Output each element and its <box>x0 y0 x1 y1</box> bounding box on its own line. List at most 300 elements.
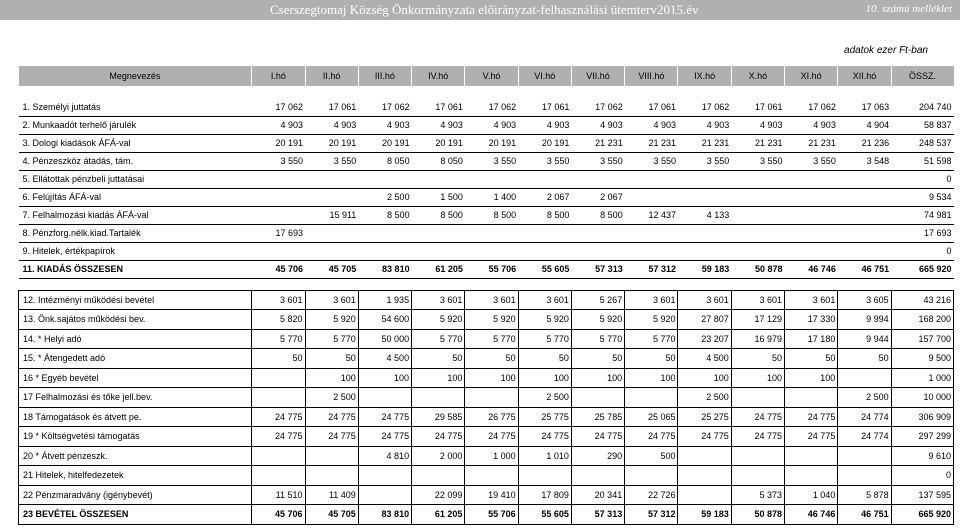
cell-value: 24 775 <box>678 427 731 447</box>
table-row <box>19 485 954 505</box>
cell-value: 50 <box>785 349 838 369</box>
cell-value: 3 605 <box>838 290 891 310</box>
cell-value: 4 903 <box>252 116 305 134</box>
cell-value: 1 935 <box>358 290 411 310</box>
cell-value: 500 <box>625 446 678 466</box>
column-header: I.hó <box>252 66 305 86</box>
row-label: 16 * Egyéb bevétel <box>19 368 252 388</box>
cell-value <box>838 368 891 388</box>
cell-value: 27 807 <box>678 310 731 330</box>
cell-value: 5 820 <box>252 310 305 330</box>
cell-value: 17 061 <box>518 98 571 116</box>
column-header: ÖSSZ. <box>891 66 953 86</box>
cell-value: 2 067 <box>571 188 624 206</box>
cell-value: 5 920 <box>518 310 571 330</box>
table-row <box>19 329 954 349</box>
cell-value: 24 775 <box>785 427 838 447</box>
cell-value: 21 231 <box>678 134 731 152</box>
cell-value <box>678 170 731 188</box>
document-title-bar <box>0 0 960 20</box>
cell-value: 17 062 <box>465 98 518 116</box>
cell-value: 26 775 <box>465 407 518 427</box>
cell-value: 5 373 <box>731 485 784 505</box>
cell-value <box>731 170 784 188</box>
cell-value: 25 065 <box>625 407 678 427</box>
cell-value: 100 <box>358 368 411 388</box>
cell-value: 45 705 <box>305 505 358 525</box>
cell-value: 24 775 <box>252 407 305 427</box>
table-row <box>19 98 954 116</box>
row-label: 3. Dologi kiadások ÁFÁ-val <box>19 134 252 152</box>
cell-value <box>678 485 731 505</box>
cell-value: 21 236 <box>838 134 891 152</box>
cell-value: 21 231 <box>785 134 838 152</box>
cell-value <box>571 170 624 188</box>
cell-value: 168 200 <box>891 310 953 330</box>
cell-value: 5 770 <box>518 329 571 349</box>
cell-value: 50 <box>838 349 891 369</box>
cell-value: 9 534 <box>891 188 953 206</box>
cell-value <box>625 188 678 206</box>
cell-value: 3 548 <box>838 152 891 170</box>
table-row <box>19 505 954 525</box>
annex-label: 10. számú melléklet <box>865 3 952 15</box>
cell-value <box>678 242 731 260</box>
cell-value: 8 500 <box>465 206 518 224</box>
cell-value: 24 775 <box>518 427 571 447</box>
cell-value: 17 061 <box>731 98 784 116</box>
cell-value: 100 <box>625 368 678 388</box>
cell-value: 5 770 <box>465 329 518 349</box>
cell-value: 59 183 <box>678 505 731 525</box>
cell-value: 8 050 <box>358 152 411 170</box>
cell-value <box>785 224 838 242</box>
cell-value: 50 <box>412 349 465 369</box>
cell-value: 5 770 <box>625 329 678 349</box>
cell-value: 45 706 <box>252 505 305 525</box>
cell-value: 51 598 <box>891 152 953 170</box>
cell-value: 5 770 <box>252 329 305 349</box>
cell-value: 2 000 <box>412 446 465 466</box>
cell-value: 4 903 <box>305 116 358 134</box>
cell-value: 4 903 <box>571 116 624 134</box>
cell-value: 1 000 <box>891 368 953 388</box>
cell-value <box>731 224 784 242</box>
cell-value: 3 601 <box>465 290 518 310</box>
cell-value <box>412 388 465 408</box>
table-row <box>19 134 954 152</box>
row-label: 17 Felhalmozási és tőke jell.bev. <box>19 388 252 408</box>
cell-value: 23 207 <box>678 329 731 349</box>
cell-value <box>252 388 305 408</box>
cell-value: 17 061 <box>625 98 678 116</box>
cell-value <box>571 224 624 242</box>
cell-value: 3 601 <box>731 290 784 310</box>
cell-value: 50 878 <box>731 505 784 525</box>
cell-value: 3 601 <box>518 290 571 310</box>
cell-value: 24 775 <box>785 407 838 427</box>
cell-value: 83 810 <box>358 505 411 525</box>
cell-value: 24 775 <box>731 427 784 447</box>
cell-value: 24 775 <box>412 427 465 447</box>
cell-value <box>305 446 358 466</box>
cell-value: 2 500 <box>838 388 891 408</box>
cell-value: 9 610 <box>891 446 953 466</box>
cell-value: 4 903 <box>465 116 518 134</box>
cell-value: 4 903 <box>358 116 411 134</box>
cell-value: 3 550 <box>465 152 518 170</box>
cell-value <box>731 242 784 260</box>
table-row <box>19 170 954 188</box>
cell-value: 46 746 <box>785 505 838 525</box>
cell-value <box>571 466 624 486</box>
cell-value: 5 770 <box>412 329 465 349</box>
cell-value: 248 537 <box>891 134 953 152</box>
cell-value: 2 067 <box>518 188 571 206</box>
cell-value: 100 <box>305 368 358 388</box>
cell-value <box>678 466 731 486</box>
cell-value <box>785 206 838 224</box>
cell-value <box>358 224 411 242</box>
cell-value <box>305 466 358 486</box>
cell-value <box>731 188 784 206</box>
cell-value: 1 500 <box>412 188 465 206</box>
cell-value: 50 <box>518 349 571 369</box>
cell-value: 1 010 <box>518 446 571 466</box>
cell-value <box>518 242 571 260</box>
cell-value: 5 920 <box>305 310 358 330</box>
cell-value: 3 550 <box>571 152 624 170</box>
cell-value: 3 601 <box>305 290 358 310</box>
cell-value: 25 275 <box>678 407 731 427</box>
cell-value: 55 706 <box>465 505 518 525</box>
table-row <box>19 388 954 408</box>
table-row <box>19 188 954 206</box>
cell-value: 24 775 <box>358 407 411 427</box>
cell-value: 5 878 <box>838 485 891 505</box>
cell-value: 59 183 <box>678 260 731 278</box>
cell-value: 2 500 <box>678 388 731 408</box>
cell-value: 4 903 <box>678 116 731 134</box>
cell-value <box>678 188 731 206</box>
header-row <box>19 66 954 86</box>
cell-value: 290 <box>571 446 624 466</box>
cell-value <box>305 224 358 242</box>
unit-block <box>826 36 946 56</box>
row-label: 22 Pénzmaradvány (igénybevét) <box>19 485 252 505</box>
cell-value <box>358 466 411 486</box>
cell-value: 74 981 <box>891 206 953 224</box>
cell-value <box>252 368 305 388</box>
cell-value: 4 903 <box>731 116 784 134</box>
row-label: 8. Pénzforg.nélk.kiad.Tartalék <box>19 224 252 242</box>
column-header: III.hó <box>358 66 411 86</box>
row-label: 6. Felújítás ÁFÁ-val <box>19 188 252 206</box>
table-row <box>19 224 954 242</box>
cell-value: 100 <box>678 368 731 388</box>
cell-value: 55 605 <box>518 505 571 525</box>
cell-value: 9 994 <box>838 310 891 330</box>
table-row <box>19 206 954 224</box>
cell-value <box>785 188 838 206</box>
cell-value: 4 903 <box>518 116 571 134</box>
cell-value <box>465 170 518 188</box>
column-header: IV.hó <box>412 66 465 86</box>
cell-value: 17 061 <box>305 98 358 116</box>
cell-value: 58 837 <box>891 116 953 134</box>
cell-value <box>571 388 624 408</box>
cell-value: 8 500 <box>412 206 465 224</box>
row-label: 20 * Átvett pénzeszk. <box>19 446 252 466</box>
cell-value: 21 231 <box>731 134 784 152</box>
faint-note: .... .. <box>879 36 893 43</box>
cell-value: 20 191 <box>252 134 305 152</box>
cell-value: 24 775 <box>731 407 784 427</box>
column-header: XI.hó <box>785 66 838 86</box>
cell-value: 3 550 <box>678 152 731 170</box>
cell-value: 17 693 <box>891 224 953 242</box>
cell-value: 4 903 <box>785 116 838 134</box>
cell-value <box>358 170 411 188</box>
row-label: 15. * Átengedett adó <box>19 349 252 369</box>
cell-value: 157 700 <box>891 329 953 349</box>
cell-value <box>838 466 891 486</box>
cell-value: 61 205 <box>412 505 465 525</box>
column-header: X.hó <box>731 66 784 86</box>
cell-value: 3 550 <box>252 152 305 170</box>
cell-value: 17 062 <box>358 98 411 116</box>
cell-value: 50 <box>731 349 784 369</box>
cell-value: 5 920 <box>412 310 465 330</box>
cell-value: 20 191 <box>465 134 518 152</box>
row-label: 5. Ellátottak pénzbeli juttatásai <box>19 170 252 188</box>
cell-value: 83 810 <box>358 260 411 278</box>
column-header: V.hó <box>465 66 518 86</box>
table-row <box>19 349 954 369</box>
cell-value <box>838 446 891 466</box>
cell-value <box>785 170 838 188</box>
cell-value <box>625 170 678 188</box>
table-row <box>19 368 954 388</box>
cell-value: 21 231 <box>625 134 678 152</box>
cell-value: 3 601 <box>785 290 838 310</box>
cell-value: 4 904 <box>838 116 891 134</box>
column-header: VII.hó <box>571 66 624 86</box>
cell-value: 45 706 <box>252 260 305 278</box>
cell-value: 5 920 <box>571 310 624 330</box>
cell-value: 5 920 <box>625 310 678 330</box>
cell-value: 25 775 <box>518 407 571 427</box>
cell-value: 24 775 <box>305 427 358 447</box>
cell-value: 20 191 <box>412 134 465 152</box>
cell-value: 3 601 <box>412 290 465 310</box>
cell-value: 21 231 <box>571 134 624 152</box>
cell-value: 8 500 <box>358 206 411 224</box>
cell-value: 4 903 <box>625 116 678 134</box>
cell-value <box>625 466 678 486</box>
cell-value: 4 500 <box>678 349 731 369</box>
cell-value: 20 191 <box>358 134 411 152</box>
cell-value: 20 341 <box>571 485 624 505</box>
cell-value <box>412 466 465 486</box>
cell-value: 665 920 <box>891 260 953 278</box>
column-header: II.hó <box>305 66 358 86</box>
cell-value: 17 061 <box>412 98 465 116</box>
cell-value: 2 500 <box>518 388 571 408</box>
row-label: 18 Támogatások és átvett pe. <box>19 407 252 427</box>
cell-value <box>838 224 891 242</box>
cell-value: 5 770 <box>571 329 624 349</box>
cell-value: 12 437 <box>625 206 678 224</box>
cell-value: 24 775 <box>571 427 624 447</box>
cell-value <box>358 485 411 505</box>
cell-value: 1 400 <box>465 188 518 206</box>
cell-value: 10 000 <box>891 388 953 408</box>
table-row <box>19 446 954 466</box>
table-row <box>19 466 954 486</box>
cell-value: 100 <box>518 368 571 388</box>
table-row <box>19 407 954 427</box>
cell-value <box>518 224 571 242</box>
cell-value <box>252 242 305 260</box>
cell-value <box>252 206 305 224</box>
cell-value <box>465 388 518 408</box>
cell-value: 22 726 <box>625 485 678 505</box>
cell-value: 50 <box>571 349 624 369</box>
cell-value <box>518 466 571 486</box>
cell-value: 57 313 <box>571 505 624 525</box>
cell-value: 17 063 <box>838 98 891 116</box>
row-label: 4. Pénzeszköz átadás, tám. <box>19 152 252 170</box>
cell-value: 24 774 <box>838 407 891 427</box>
cell-value: 8 500 <box>518 206 571 224</box>
cell-value <box>518 170 571 188</box>
cell-value <box>252 170 305 188</box>
cell-value <box>678 446 731 466</box>
cell-value: 61 205 <box>412 260 465 278</box>
cell-value: 3 601 <box>252 290 305 310</box>
cell-value: 100 <box>785 368 838 388</box>
cell-value <box>412 224 465 242</box>
cell-value: 17 062 <box>252 98 305 116</box>
table-row <box>19 427 954 447</box>
cell-value: 2 500 <box>305 388 358 408</box>
cell-value: 46 751 <box>838 260 891 278</box>
cell-value: 24 774 <box>838 427 891 447</box>
cell-value: 50 000 <box>358 329 411 349</box>
cell-value: 8 050 <box>412 152 465 170</box>
cell-value: 3 550 <box>625 152 678 170</box>
cell-value <box>625 242 678 260</box>
cell-value: 100 <box>465 368 518 388</box>
cell-value <box>412 170 465 188</box>
cell-value: 54 600 <box>358 310 411 330</box>
cell-value: 204 740 <box>891 98 953 116</box>
cell-value: 17 330 <box>785 310 838 330</box>
cell-value: 4 810 <box>358 446 411 466</box>
spacer-row <box>19 278 954 290</box>
cell-value: 4 500 <box>358 349 411 369</box>
cell-value <box>731 206 784 224</box>
cell-value <box>252 466 305 486</box>
cell-value <box>571 242 624 260</box>
cell-value <box>252 446 305 466</box>
cell-value <box>412 242 465 260</box>
column-header: VIII.hó <box>625 66 678 86</box>
cell-value: 55 605 <box>518 260 571 278</box>
cell-value: 3 550 <box>518 152 571 170</box>
cell-value: 1 000 <box>465 446 518 466</box>
cell-value: 20 191 <box>518 134 571 152</box>
cell-value: 57 312 <box>625 505 678 525</box>
cell-value: 8 500 <box>571 206 624 224</box>
cell-value: 4 903 <box>412 116 465 134</box>
cell-value <box>838 170 891 188</box>
cell-value: 3 601 <box>625 290 678 310</box>
cell-value: 43 216 <box>891 290 953 310</box>
cell-value: 3 550 <box>305 152 358 170</box>
cell-value: 100 <box>571 368 624 388</box>
cell-value: 55 706 <box>465 260 518 278</box>
cell-value: 4 133 <box>678 206 731 224</box>
cell-value <box>785 466 838 486</box>
row-label: 9. Hitelek, értékpapírok <box>19 242 252 260</box>
cell-value: 50 <box>625 349 678 369</box>
cell-value: 24 775 <box>305 407 358 427</box>
row-label: 7. Felhalmozási kiadás ÁFÁ-val <box>19 206 252 224</box>
cell-value: 24 775 <box>252 427 305 447</box>
cell-value: 665 920 <box>891 505 953 525</box>
cell-value: 24 775 <box>625 427 678 447</box>
cell-value <box>838 188 891 206</box>
cell-value: 11 510 <box>252 485 305 505</box>
table-row <box>19 260 954 278</box>
cell-value: 17 062 <box>785 98 838 116</box>
cell-value: 137 595 <box>891 485 953 505</box>
cell-value <box>678 224 731 242</box>
cell-value <box>465 466 518 486</box>
cell-value: 11 409 <box>305 485 358 505</box>
cell-value: 46 746 <box>785 260 838 278</box>
column-header: Megnevezés <box>19 66 252 86</box>
cell-value: 0 <box>891 466 953 486</box>
cell-value <box>731 466 784 486</box>
cell-value <box>305 188 358 206</box>
cell-value: 20 191 <box>305 134 358 152</box>
cell-value: 2 500 <box>358 188 411 206</box>
cell-value: 5 267 <box>571 290 624 310</box>
table-row <box>19 242 954 260</box>
unit-label: adatok ezer Ft-ban <box>844 45 928 56</box>
document-title: Cserszegtomaj Község Önkormányzata előirányzat-felhasználási ütemterv2015.év <box>270 2 699 17</box>
cell-value: 50 <box>252 349 305 369</box>
row-label: 23 BEVÉTEL ÖSSZESEN <box>19 505 252 525</box>
column-header: IX.hó <box>678 66 731 86</box>
table-row <box>19 152 954 170</box>
cell-value <box>838 206 891 224</box>
spacer-row <box>19 86 954 98</box>
cell-value: 25 785 <box>571 407 624 427</box>
row-label: 1. Személyi juttatás <box>19 98 252 116</box>
cell-value <box>731 388 784 408</box>
cell-value: 17 693 <box>252 224 305 242</box>
cell-value: 50 878 <box>731 260 784 278</box>
cell-value <box>838 242 891 260</box>
cell-value <box>252 188 305 206</box>
cell-value: 5 770 <box>305 329 358 349</box>
cell-value <box>785 242 838 260</box>
cell-value: 5 920 <box>465 310 518 330</box>
